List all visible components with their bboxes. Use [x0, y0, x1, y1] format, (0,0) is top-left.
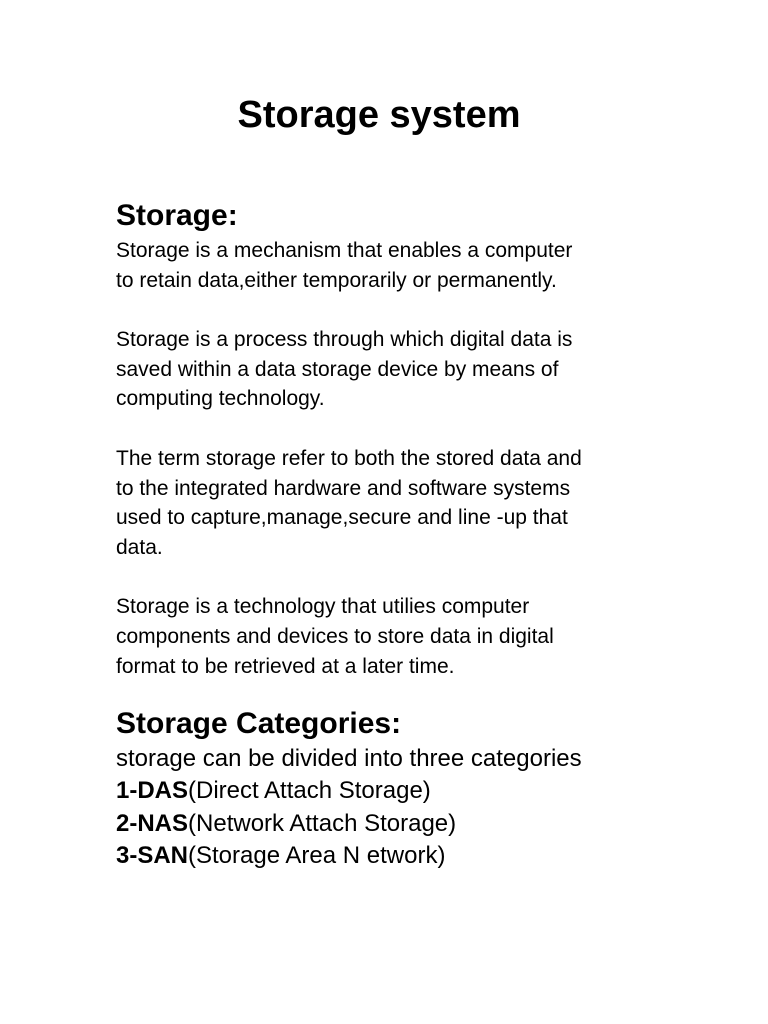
paragraph-line: Storage is a mechanism that enables a computer — [116, 239, 573, 262]
paragraph-line: data. — [116, 535, 163, 559]
category-code: 3-SAN — [116, 842, 189, 870]
storage-categories-heading: Storage Categories: — [116, 707, 402, 741]
category-item-nas — [116, 808, 676, 841]
paragraph-line: computing technology. — [116, 387, 325, 411]
paragraph-technology — [116, 592, 676, 681]
paragraph-line: format to be retrieved at a later time. — [116, 654, 455, 678]
document-title: Storage system — [237, 94, 521, 136]
storage-paragraphs — [116, 236, 676, 681]
category-item-das — [116, 775, 676, 808]
category-code: 1-DAS — [116, 777, 189, 805]
category-code: 2-NAS — [116, 809, 189, 837]
paragraph-line: components and devices to store data in digital — [116, 624, 554, 648]
category-description: (Direct Attach Storage) — [188, 777, 431, 805]
categories-list — [116, 775, 676, 873]
category-description: (Network Attach Storage) — [188, 809, 457, 837]
categories-intro: storage can be divided into three categories — [116, 745, 582, 773]
category-description: (Storage Area N etwork) — [188, 842, 446, 870]
storage-heading: Storage: — [116, 199, 238, 232]
paragraph-line: used to capture,manage,secure and line -up that — [116, 506, 568, 530]
paragraph-definition — [116, 236, 676, 295]
paragraph-process — [116, 325, 676, 414]
category-item-san — [116, 840, 676, 873]
paragraph-line: Storage is a technology that utilies computer — [116, 595, 530, 619]
paragraph-line: saved within a data storage device by means of — [116, 357, 559, 381]
paragraph-line: Storage is a process through which digital data is — [116, 328, 573, 352]
paragraph-line: to retain data,either temporarily or permanently. — [116, 268, 557, 292]
paragraph-term — [116, 444, 676, 562]
paragraph-line: The term storage refer to both the stored data and — [116, 446, 582, 470]
paragraph-line: to the integrated hardware and software systems — [116, 476, 571, 500]
document-body — [116, 196, 676, 873]
